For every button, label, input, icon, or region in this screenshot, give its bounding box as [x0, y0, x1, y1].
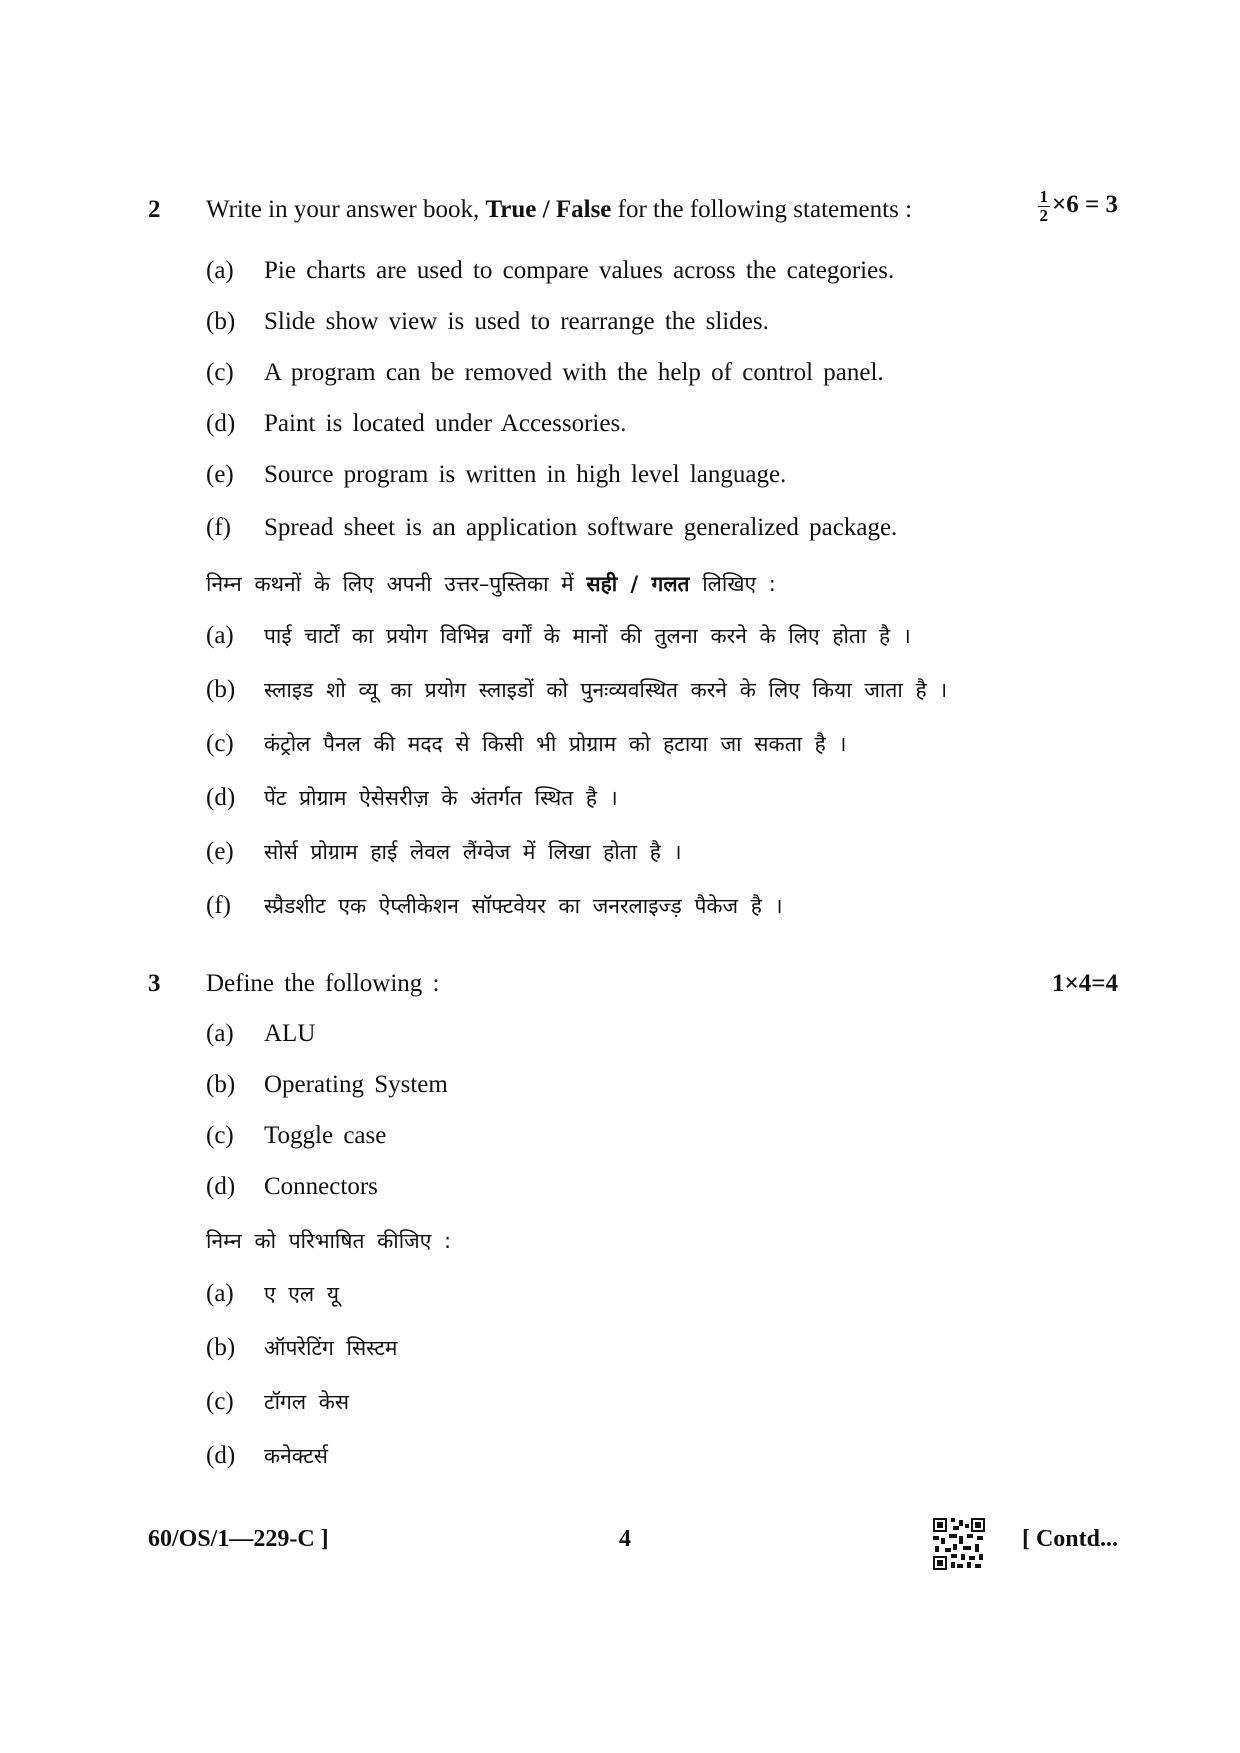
question-3-stem: Define the following :: [206, 970, 440, 997]
item-label: (f): [206, 514, 231, 541]
item-text: Slide show view is used to rearrange the slides.: [264, 308, 769, 335]
question-2-marks: [1038, 188, 1119, 225]
q2-item-hi-c: [206, 730, 846, 758]
item-label: (a): [206, 622, 234, 649]
marks-fraction: [1038, 188, 1051, 225]
item-label: (b): [206, 1071, 236, 1098]
item-label: (b): [206, 676, 236, 703]
item-text: टॉगल केस: [264, 1390, 350, 1414]
q2-item-en-c: [206, 359, 884, 387]
continued-marker: [ Contd...: [1021, 1526, 1118, 1552]
q3-item-hi-b: [206, 1334, 397, 1362]
item-label: (d): [206, 1442, 236, 1469]
q3-item-hi-a: [206, 1280, 339, 1308]
item-label: (a): [206, 1280, 234, 1307]
item-label: (a): [206, 1020, 234, 1047]
marks-fraction-numerator: 1: [1039, 187, 1048, 206]
item-text: Paint is located under Accessories.: [264, 410, 627, 437]
item-text: सोर्स प्रोग्राम हाई लेवल लैंग्वेज में लिखा होता है ।: [264, 840, 682, 864]
item-label: (c): [206, 1388, 234, 1415]
item-text: कंट्रोल पैनल की मदद से किसी भी प्रोग्राम को हटाया जा सकता है ।: [264, 732, 847, 756]
question-2-stem: [206, 196, 912, 224]
item-text: Operating System: [264, 1071, 448, 1098]
item-text: Toggle case: [264, 1122, 387, 1149]
marks-fraction-denominator: 2: [1039, 206, 1048, 225]
item-label: (b): [206, 1334, 236, 1361]
question-2-number: 2: [148, 196, 161, 223]
question-2-stem-bold: True / False: [485, 196, 612, 223]
item-text: स्प्रैडशीट एक ऐप्लीकेशन सॉफ्टवेयर का जनरलाइज्ड़ पैकेज है ।: [264, 894, 783, 918]
item-label: (d): [206, 784, 236, 811]
item-text: Connectors: [264, 1173, 378, 1200]
item-text: कनेक्टर्स: [264, 1444, 329, 1468]
item-label: (e): [206, 461, 234, 488]
item-label: (e): [206, 838, 234, 865]
paper-code: 60/OS/1—229-C ]: [148, 1526, 329, 1552]
q3-item-hi-d: [206, 1442, 328, 1470]
q2-item-hi-a: [206, 622, 911, 650]
item-label: (c): [206, 359, 234, 386]
question-2-stem-suffix: for the following statements :: [611, 196, 913, 223]
item-label: (c): [206, 730, 234, 757]
q2-item-hi-b: [206, 676, 947, 704]
q2-item-en-f: [206, 514, 897, 542]
question-3-hindi-stem: निम्न को परिभाषित कीजिए :: [206, 1229, 452, 1253]
item-label: (d): [206, 410, 236, 437]
item-text: Source program is written in high level language.: [264, 461, 787, 488]
page-number: 4: [619, 1526, 631, 1552]
q2-item-en-a: [206, 257, 894, 285]
q2-item-hi-e: [206, 838, 682, 866]
item-text: Spread sheet is an application software generalized package.: [264, 514, 898, 541]
item-text: पाई चार्टों का प्रयोग विभिन्न वर्गों के मानों की तुलना करने के लिए होता है ।: [264, 624, 911, 648]
q3-item-en-b: [206, 1071, 448, 1099]
question-3-number: 3: [148, 970, 161, 997]
q3-item-en-c: [206, 1122, 386, 1150]
item-text: स्लाइड शो व्यू का प्रयोग स्लाइडों को पुनःव्यवस्थित करने के लिए किया जाता है ।: [264, 678, 948, 702]
q2-item-en-b: [206, 308, 769, 336]
hindi-stem-suffix: लिखिए :: [689, 572, 776, 596]
item-label: (d): [206, 1173, 236, 1200]
q2-item-hi-f: [206, 892, 783, 920]
question-3-marks: 1×4=4: [1052, 970, 1118, 997]
item-label: (a): [206, 257, 234, 284]
q3-item-en-a: [206, 1020, 315, 1048]
question-2-stem-prefix: Write in your answer book,: [206, 196, 486, 223]
item-text: ए एल यू: [264, 1282, 339, 1306]
hindi-stem-bold: सही / गलत: [586, 572, 690, 596]
marks-rest: ×6 = 3: [1052, 191, 1118, 219]
item-text: ऑपरेटिंग सिस्टम: [264, 1336, 398, 1360]
item-text: Pie charts are used to compare values across the categories.: [264, 257, 895, 284]
item-text: पेंट प्रोग्राम ऐसेसरीज़ के अंतर्गत स्थित है ।: [264, 786, 618, 810]
question-2-hindi-stem: [206, 570, 776, 598]
item-text: A program can be removed with the help of control panel.: [264, 359, 884, 386]
q2-item-hi-d: [206, 784, 618, 812]
q3-item-en-d: [206, 1173, 378, 1201]
qr-code-icon: [933, 1518, 985, 1570]
item-text: ALU: [264, 1020, 316, 1047]
q2-item-en-e: [206, 461, 786, 489]
q2-item-en-d: [206, 410, 626, 438]
q3-item-hi-c: [206, 1388, 349, 1416]
hindi-stem-prefix: निम्न कथनों के लिए अपनी उत्तर–पुस्तिका में: [206, 572, 587, 596]
item-label: (c): [206, 1122, 234, 1149]
item-label: (f): [206, 892, 231, 919]
item-label: (b): [206, 308, 236, 335]
